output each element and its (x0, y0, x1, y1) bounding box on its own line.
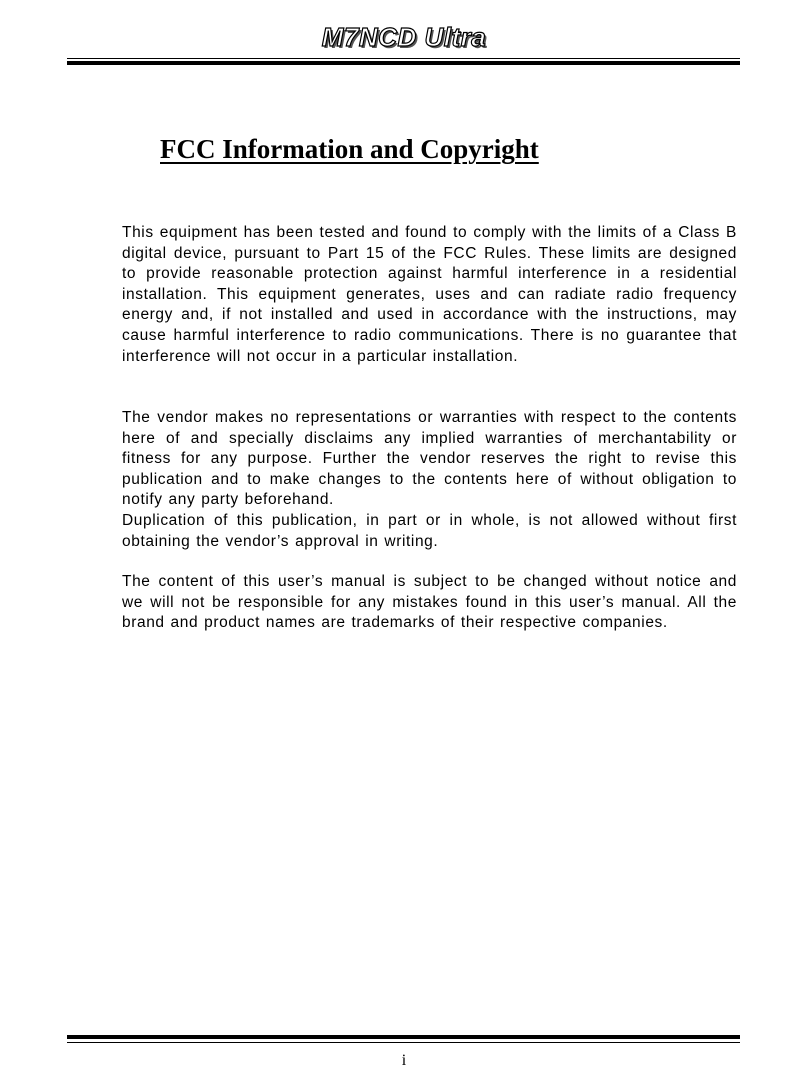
paragraph-duplication: Duplication of this publication, in part or in whole, is not allowed without first obtaining the vendor’s approval in writing. (122, 512, 737, 550)
paragraph-content-changes: The content of this user’s manual is subject to be changed without notice and we will not be responsible for any mistakes found in this user’s manual. All the brand and product names are trademarks of their respective companies. (122, 573, 737, 632)
header-title: M7NCD Ultra (321, 22, 487, 52)
page-number: i (401, 1052, 407, 1069)
paragraph-fcc-compliance: This equipment has been tested and found to comply with the limits of a Class B digital device, pursuant to Part 15 of the FCC Rules. These limits are designed to provide reasonable protection against harmful interference in a residential installation. This equipment generates, uses and can radiate radio frequency energy and, if not installed and used in accordance with the instructions, may cause harmful interference to radio communications. There is no guarantee that interference will not occur in a particular installation. (122, 224, 737, 365)
page-heading: FCC Information and Copyright (160, 134, 539, 164)
header-rule-thin (67, 58, 740, 59)
footer-rule-thick (67, 1035, 740, 1039)
paragraph-warranty-disclaimer: The vendor makes no representations or warranties with respect to the contents here of and specially disclaims any implied warranties of merchantability or fitness for any purpose. Further the vendor reserves the right to revise this publication and to make changes to the contents here of without obligation to notify any party beforehand. (122, 409, 737, 509)
footer-rule-thin (67, 1042, 740, 1043)
header-rule-thick (67, 61, 740, 65)
